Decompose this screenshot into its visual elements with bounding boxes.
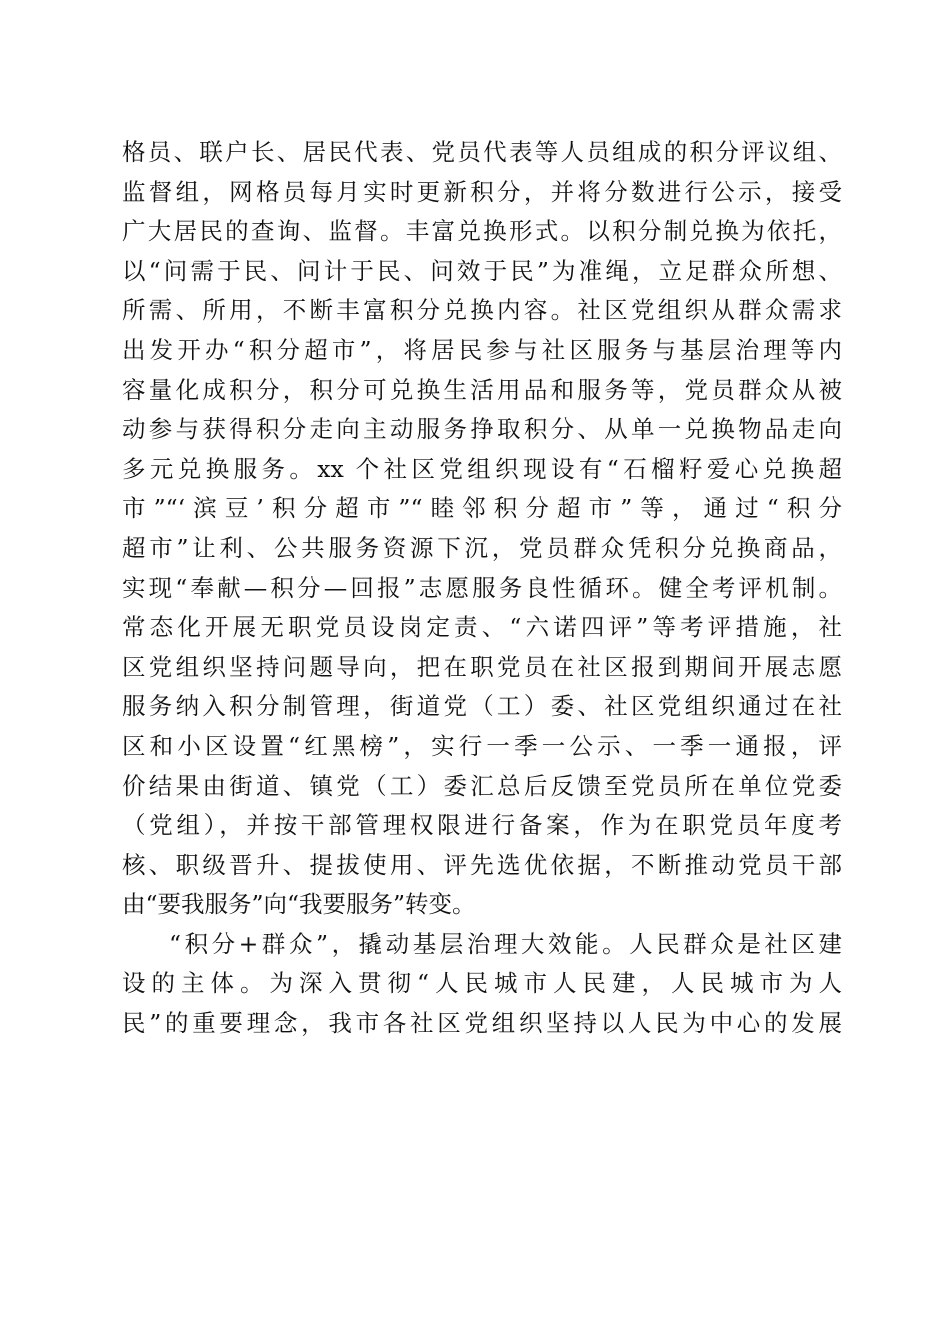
text-line: 民”的重要理念，我市各社区党组织坚持以人民为中心的发展: [122, 1009, 842, 1038]
text-line: 格员、联户长、居民代表、党员代表等人员组成的积分评议组、: [122, 138, 842, 166]
body-text: [122, 133, 842, 1044]
text-line: 价结果由街道、镇党（工）委汇总后反馈至党员所在单位党委: [122, 771, 842, 800]
text-line: 以“问需于民、问计于民、问效于民”为准绳，立足群众所想、: [122, 256, 842, 285]
text-line: 区党组织坚持问题导向，把在职党员在社区报到期间开展志愿: [122, 652, 842, 681]
text-line: “积分+群众”，撬动基层治理大效能。人民群众是社区建: [169, 929, 842, 958]
text-line: 市”“‘滨豆’积分超市”“睦邻积分超市”等，通过“积分: [122, 494, 842, 523]
text-line: 由“要我服务”向“我要服务”转变。: [122, 890, 476, 919]
text-line: 超市”让利、公共服务资源下沉，党员群众凭积分兑换商品，: [122, 533, 842, 562]
text-line: 常态化开展无职党员设岗定责、“六诺四评”等考评措施，社: [122, 613, 842, 642]
text-line: 服务纳入积分制管理，街道党（工）委、社区党组织通过在社: [122, 692, 842, 721]
text-line: 出发开办“积分超市”，将居民参与社区服务与基层治理等内: [122, 335, 842, 364]
text-line: （党组），并按干部管理权限进行备案，作为在职党员年度考: [122, 811, 842, 840]
text-line: 区和小区设置“红黑榜”，实行一季一公示、一季一通报，评: [122, 731, 842, 760]
text-line: 监督组，网格员每月实时更新积分，并将分数进行公示，接受: [122, 177, 842, 206]
text-line: 广大居民的查询、监督。丰富兑换形式。以积分制兑换为依托，: [122, 217, 842, 246]
text-line: 核、职级晋升、提拔使用、评先选优依据，不断推动党员干部: [122, 850, 842, 879]
text-line: 实现“奉献—积分—回报”志愿服务良性循环。健全考评机制。: [122, 573, 842, 602]
text-line: 容量化成积分，积分可兑换生活用品和服务等，党员群众从被: [122, 375, 842, 404]
paragraph-2: [122, 925, 842, 1044]
text-line: 设的主体。为深入贯彻“人民城市人民建，人民城市为人: [122, 969, 842, 998]
text-line: 动参与获得积分走向主动服务挣取积分、从单一兑换物品走向: [122, 415, 842, 444]
text-line: 多元兑换服务。xx 个社区党组织现设有“石榴籽爱心兑换超: [122, 454, 842, 483]
text-line: 所需、所用，不断丰富积分兑换内容。社区党组织从群众需求: [122, 296, 842, 325]
paragraph-1: [122, 133, 842, 925]
